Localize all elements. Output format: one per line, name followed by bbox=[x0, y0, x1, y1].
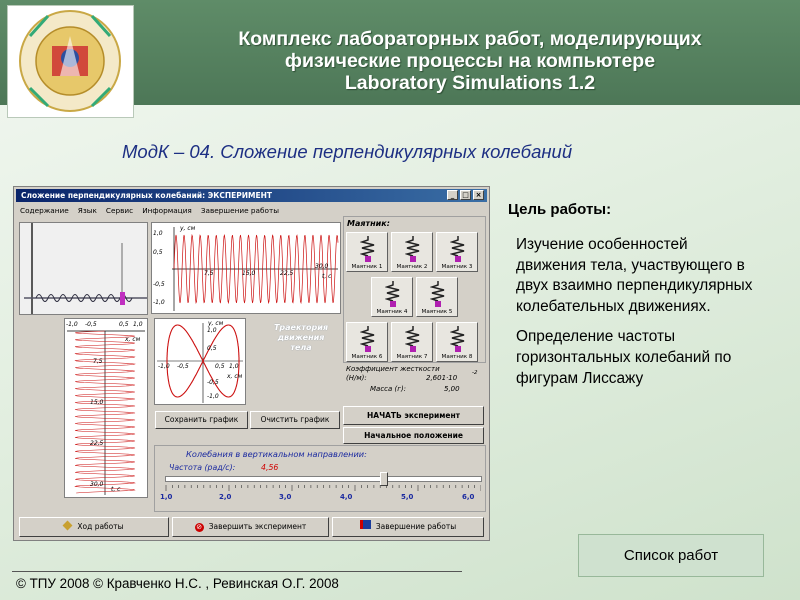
exit-icon bbox=[360, 520, 371, 529]
liss-ylabel: у, см bbox=[208, 320, 224, 327]
stiffness-exponent: -2 bbox=[472, 370, 478, 376]
stop-icon: ⊘ bbox=[196, 523, 203, 531]
header-title-line3: Laboratory Simulations 1.2 bbox=[344, 72, 596, 94]
spring-animation bbox=[20, 223, 147, 314]
scale-label: 1,0 bbox=[160, 493, 173, 501]
graph-top-ylabel: у, см bbox=[180, 225, 196, 232]
pendulum-2-button[interactable]: Маятник 2 bbox=[391, 232, 433, 272]
menu-contents[interactable]: Содержание bbox=[20, 206, 69, 215]
frequency-slider-thumb[interactable] bbox=[380, 472, 388, 486]
initial-position-button[interactable]: Начальное положение bbox=[343, 427, 484, 444]
graph-top-xtick: 7,5 bbox=[204, 270, 214, 277]
spring-icon bbox=[430, 281, 446, 307]
mass-value: 5,00 bbox=[444, 385, 460, 393]
pendulum-5-button[interactable]: Маятник 5 bbox=[416, 277, 458, 317]
goal-paragraph-1: Изучение особенностей движения тела, участвующего в двух взаимно перпендикулярных колебательных движениях. bbox=[516, 236, 753, 315]
mass-label: Масса (г): bbox=[370, 385, 407, 393]
pendulum-3-button[interactable]: Маятник 3 bbox=[436, 232, 478, 272]
spring-icon bbox=[360, 236, 376, 262]
workflow-button[interactable]: Ход работы bbox=[19, 517, 169, 537]
graph-left-ttick: 15,0 bbox=[90, 399, 104, 406]
trajectory-label: Траектория движения тела bbox=[273, 323, 329, 352]
menu-information[interactable]: Информация bbox=[142, 206, 192, 215]
page-title: МодК – 04. Сложение перпендикулярных колебаний bbox=[122, 141, 573, 162]
pendulum-8-button[interactable]: Маятник 8 bbox=[436, 322, 478, 362]
graph-top-xtick: 15,0 bbox=[242, 270, 256, 277]
graph-top-ytick: 0,5 bbox=[153, 249, 163, 256]
pendulum-title: Маятник: bbox=[347, 219, 390, 228]
graph-top-xtick: 30,0 bbox=[315, 263, 329, 270]
liss-xtick: 0,5 bbox=[215, 363, 225, 370]
vertical-oscillation-title: Колебания в вертикальном направлении: bbox=[186, 449, 367, 459]
liss-xtick: -1,0 bbox=[158, 363, 170, 370]
menu-language[interactable]: Язык bbox=[77, 206, 97, 215]
frequency-label: Частота (рад/с): bbox=[169, 463, 236, 472]
app-menubar bbox=[20, 206, 279, 215]
liss-ytick: 0,5 bbox=[207, 345, 217, 352]
liss-xtick: -0,5 bbox=[177, 363, 189, 370]
scale-label: 4,0 bbox=[340, 493, 353, 501]
liss-ytick: -1,0 bbox=[207, 393, 219, 400]
frequency-slider-track[interactable] bbox=[165, 476, 482, 482]
pendulum-6-button[interactable]: Маятник 6 bbox=[346, 322, 388, 362]
graph-top-xlabel: t, с bbox=[322, 273, 332, 280]
scale-label: 5,0 bbox=[401, 493, 414, 501]
graph-x-vs-t bbox=[64, 318, 148, 498]
start-experiment-button[interactable]: НАЧАТЬ эксперимент bbox=[343, 406, 484, 425]
liss-ytick: 1,0 bbox=[207, 327, 217, 334]
graph-left-xtick: -1,0 bbox=[66, 321, 78, 328]
save-graph-button[interactable]: Сохранить график bbox=[155, 411, 248, 429]
end-work-button[interactable]: Завершение работы bbox=[332, 517, 484, 537]
menu-service[interactable]: Сервис bbox=[105, 206, 134, 215]
graph-left-xtick: 0,5 bbox=[119, 321, 129, 328]
stiffness-label: Коэффициент жесткости bbox=[346, 365, 440, 373]
spring-icon bbox=[360, 326, 376, 352]
work-list-button[interactable]: Список работ bbox=[578, 534, 764, 577]
graph-left-ttick: 22,5 bbox=[90, 440, 104, 447]
maximize-button[interactable]: □ bbox=[460, 190, 471, 200]
graph-left-tlabel: t, с bbox=[111, 486, 121, 493]
pendulum-1-button[interactable]: Маятник 1 bbox=[346, 232, 388, 272]
footer-divider bbox=[12, 571, 462, 572]
graph-left-ttick: 30,0 bbox=[90, 481, 104, 488]
pendulum-animation-panel bbox=[19, 222, 148, 315]
clear-graph-button[interactable]: Очистить график bbox=[250, 411, 340, 429]
finish-experiment-button[interactable]: ⊘ Завершить эксперимент bbox=[172, 517, 329, 537]
pendulum-4-button[interactable]: Маятник 4 bbox=[371, 277, 413, 317]
scale-label: 6,0 bbox=[462, 493, 475, 501]
spring-icon bbox=[385, 281, 401, 307]
graph-top-ytick: -0,5 bbox=[153, 281, 165, 288]
liss-ytick: -0,5 bbox=[207, 379, 219, 386]
liss-xlabel: х, см bbox=[227, 373, 243, 380]
spring-icon bbox=[450, 236, 466, 262]
spring-icon bbox=[450, 326, 466, 352]
university-logo bbox=[7, 5, 134, 118]
app-window-screenshot bbox=[13, 186, 490, 541]
graph-left-xtick: -0,5 bbox=[85, 321, 97, 328]
minimize-button[interactable]: _ bbox=[447, 190, 458, 200]
goal-title: Цель работы: bbox=[508, 201, 612, 218]
frequency-value: 4,56 bbox=[261, 463, 279, 472]
graph-top-ytick: 1,0 bbox=[153, 230, 163, 237]
spring-icon bbox=[405, 236, 421, 262]
scale-label: 3,0 bbox=[279, 493, 292, 501]
app-titlebar bbox=[16, 189, 487, 202]
graph-left-xlabel: х, см bbox=[125, 336, 141, 343]
pendulum-7-button[interactable]: Маятник 7 bbox=[391, 322, 433, 362]
header-title-line1: Комплекс лабораторных работ, моделирующих bbox=[238, 28, 702, 50]
menu-exit[interactable]: Завершение работы bbox=[200, 206, 279, 215]
lissajous-figure-graph bbox=[154, 318, 246, 405]
goal-paragraph-2: Определение частоты горизонтальных колебаний по фигурам Лиссажу bbox=[516, 328, 732, 387]
spring-icon bbox=[405, 326, 421, 352]
stiffness-value: 2,601·10 bbox=[426, 374, 458, 382]
close-button[interactable]: × bbox=[473, 190, 484, 200]
graph-left-xtick: 1,0 bbox=[133, 321, 143, 328]
liss-xtick: 1,0 bbox=[229, 363, 239, 370]
stiffness-unit: (Н/м): bbox=[346, 374, 367, 382]
slider-ticks bbox=[165, 485, 481, 493]
scale-label: 2,0 bbox=[219, 493, 232, 501]
graph-left-ttick: 7,5 bbox=[93, 358, 103, 365]
diamond-icon bbox=[63, 521, 73, 531]
footer-copyright: © ТПУ 2008 © Кравченко Н.С. , Ревинская О.Г. 2008 bbox=[16, 576, 339, 591]
app-window-title: Сложение перпендикулярных колебаний: ЭКСПЕРИМЕНТ bbox=[21, 191, 273, 200]
graph-y-vs-t bbox=[151, 222, 341, 314]
graph-top-xtick: 22,5 bbox=[280, 270, 294, 277]
goal-description bbox=[516, 235, 756, 399]
header-title-line2: физические процессы на компьютере bbox=[284, 50, 656, 72]
header-title bbox=[150, 28, 790, 94]
graph-top-ytick: -1,0 bbox=[153, 299, 165, 306]
